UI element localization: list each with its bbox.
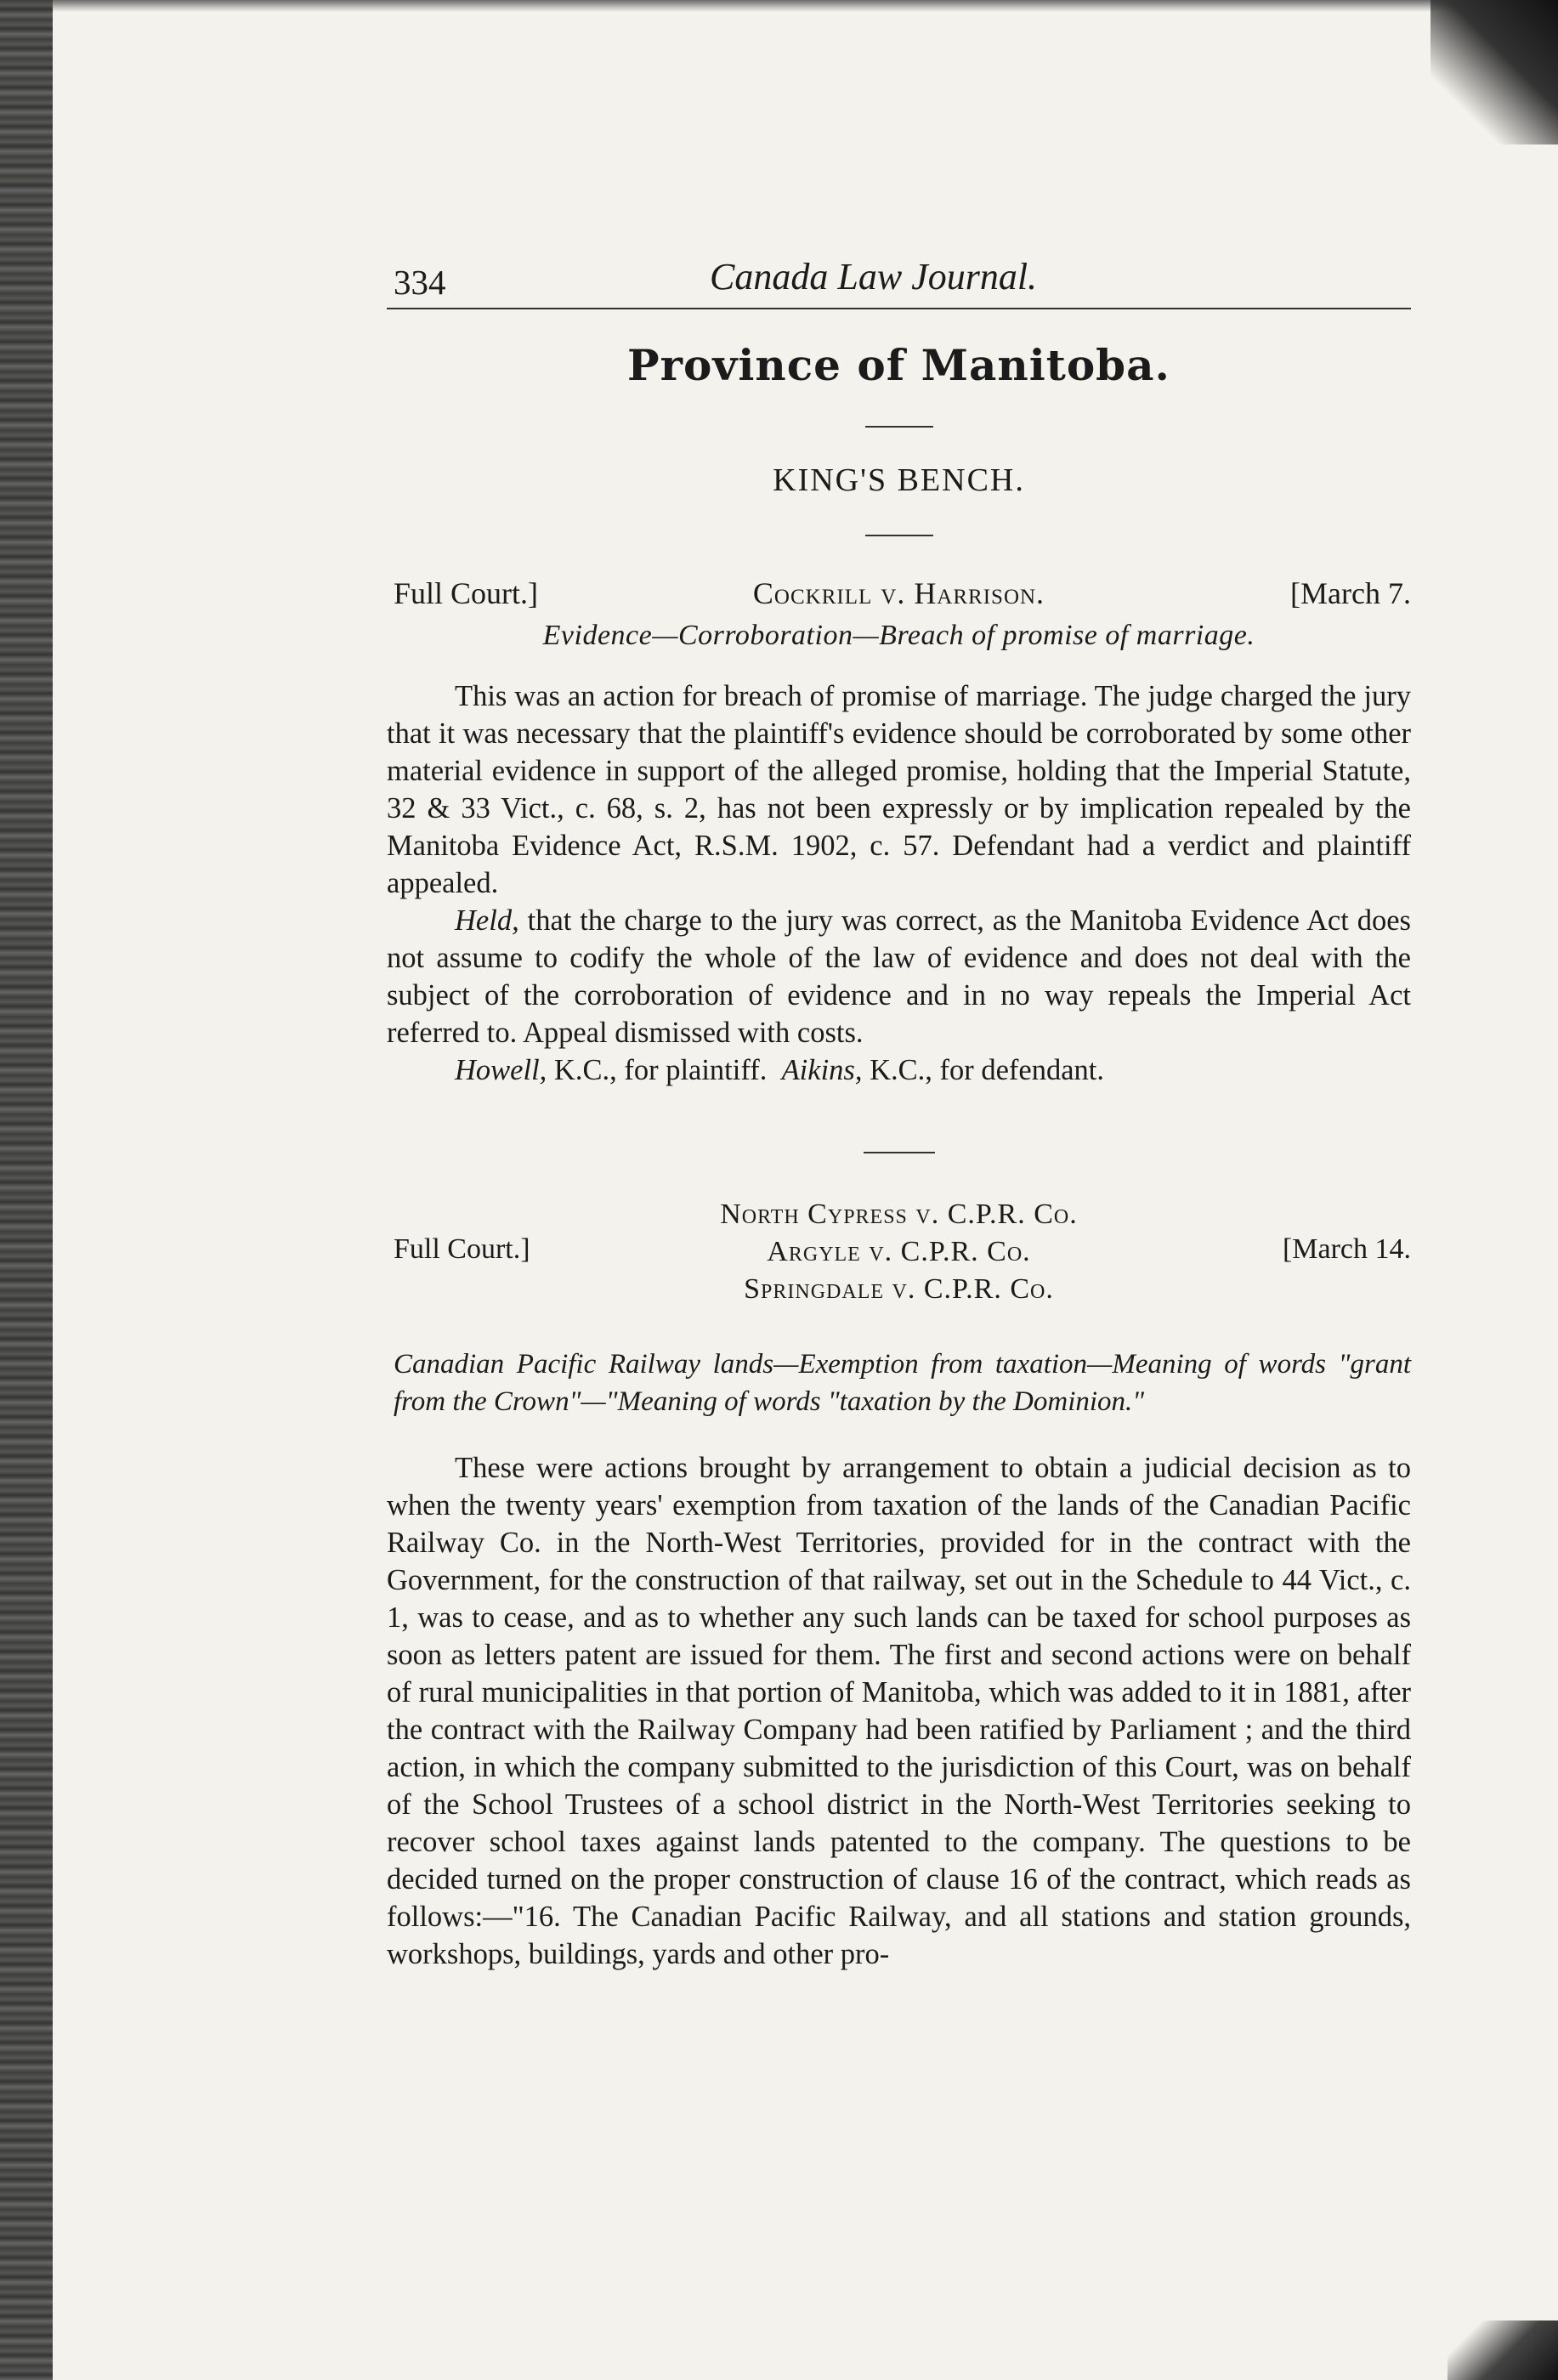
document-page bbox=[387, 255, 1411, 1973]
counsel-defendant-role: K.C., for defendant. bbox=[862, 1054, 1104, 1086]
case-subject: Canadian Pacific Railway lands—Exemption from taxation—Meaning of words "grant from the Crown"—"Meaning of words "taxation by the Dominion." bbox=[394, 1349, 1411, 1417]
case-court: Full Court.] bbox=[394, 576, 539, 610]
counsel-defendant-name: Aikins, bbox=[781, 1054, 863, 1086]
case-parties: Cockrill v. Harrison. bbox=[752, 576, 1045, 610]
running-head bbox=[387, 255, 1411, 309]
case-party-line: Argyle v. C.P.R. Co. bbox=[767, 1236, 1031, 1267]
section-title: Province of Manitoba. bbox=[627, 340, 1170, 390]
case-holding bbox=[387, 902, 1411, 1051]
journal-title: Canada Law Journal. bbox=[710, 256, 1038, 298]
divider bbox=[864, 1152, 935, 1153]
court-heading: KING'S BENCH. bbox=[773, 462, 1025, 498]
case-heading bbox=[387, 1196, 1411, 1323]
scan-border-left bbox=[0, 0, 53, 2380]
holding-text: that the charge to the jury was correct, as the Manitoba Evidence Act does not assume to codify the whole of the law of evidence and does not deal with the subject of the corroboration of evidence and in no way repeals the Imperial Act referred to. Appeal dismissed with costs. bbox=[387, 904, 1411, 1049]
divider bbox=[865, 426, 933, 428]
case-parties-list bbox=[387, 1196, 1411, 1308]
case-party-line: North Cypress v. C.P.R. Co. bbox=[720, 1198, 1078, 1230]
case-heading bbox=[387, 575, 1411, 618]
scan-border-top bbox=[53, 0, 1558, 12]
case-court: Full Court.] bbox=[394, 1233, 530, 1265]
scan-corner-top-right bbox=[1431, 0, 1558, 144]
case-date: [March 7. bbox=[1290, 576, 1411, 610]
counsel-plaintiff-role: K.C., for plaintiff. bbox=[547, 1054, 768, 1086]
case-subject: Evidence—Corroboration—Breach of promise of marriage. bbox=[542, 620, 1255, 651]
case-paragraph: These were actions brought by arrangement to obtain a judicial decision as to when the twenty years' exemption from taxation of the lands of the Canadian Pacific Railway Co. in the North-West Territories, provided for in the contract with the Government, for the construction of that railway, set out in the Schedule to 44 Vict., c. 1, was to cease, and as to whether any such lands can be taxed for school purposes as soon as letters patent are issued for them. The first and second actions were on behalf of rural municipalities in that portion of Manitoba, which was added to it in 1881, after the contract with the Railway Company had been ratified by Parliament ; and the third action, in which the company submitted to the jurisdiction of this Court, was on behalf of the School Trustees of a school district in the North-West Territories seeking to recover school taxes against lands patented to the company. The questions to be decided turned on the proper construction of clause 16 of the contract, which reads as follows:—"16. The Canadian Pacific Railway, and all stations and station grounds, workshops, buildings, yards and other pro- bbox=[387, 1452, 1411, 1970]
page-number: 334 bbox=[394, 263, 446, 302]
case-date: [March 14. bbox=[1282, 1233, 1411, 1265]
divider bbox=[865, 535, 933, 536]
scan-corner-bottom-right bbox=[1448, 2320, 1558, 2380]
counsel-plaintiff-name: Howell, bbox=[455, 1054, 547, 1086]
case-paragraph: This was an action for breach of promise of marriage. The judge charged the jury that it was necessary that the plaintiff's evidence should be corroborated by some other material evidence in support of the alleged promise, holding that the Imperial Statute, 32 & 33 Vict., c. 68, s. 2, has not been expressly or by implication repealed by the Manitoba Evidence Act, R.S.M. 1902, c. 57. Defendant had a verdict and plaintiff appealed. bbox=[387, 680, 1411, 899]
counsel-line bbox=[387, 1051, 1411, 1089]
held-word: Held, bbox=[455, 904, 519, 937]
case-party-line: Springdale v. C.P.R. Co. bbox=[744, 1273, 1054, 1305]
